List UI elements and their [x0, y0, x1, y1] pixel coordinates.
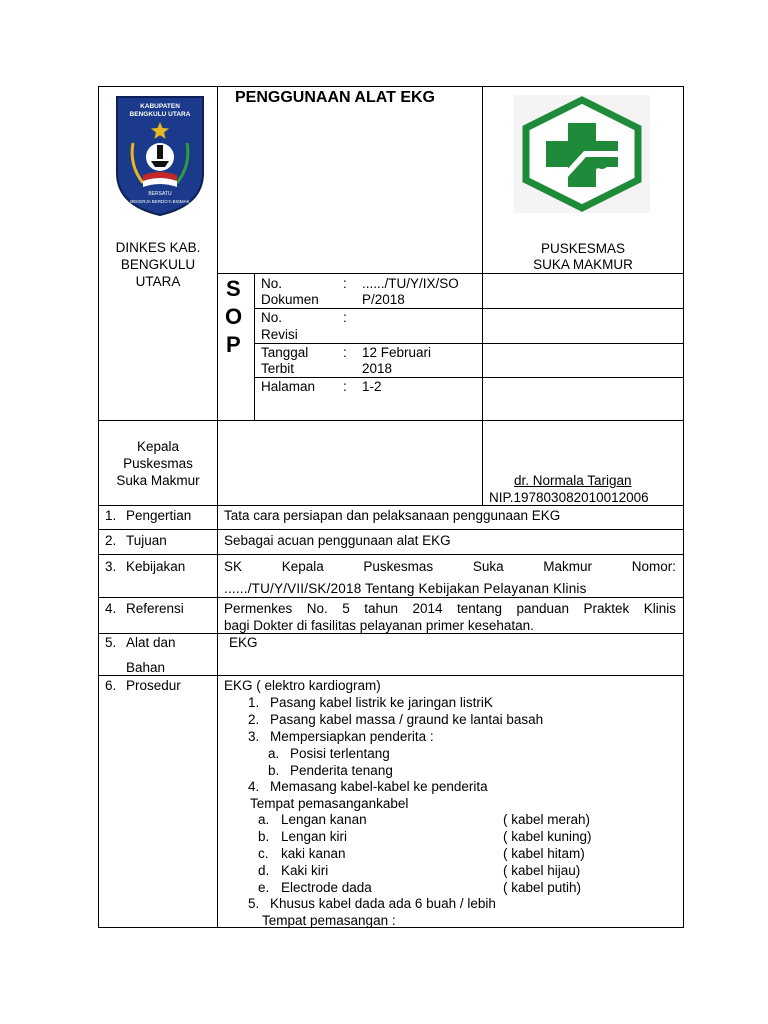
section-number: 4.	[105, 601, 117, 616]
section-label: Bahan	[126, 660, 166, 675]
placement-heading: Tempat pemasangankabel	[250, 796, 409, 811]
section-label: Prosedur	[126, 678, 181, 693]
step-number: 3.	[248, 729, 260, 744]
signatory-nip: NIP.197803082010012006	[489, 490, 649, 505]
step-number: 4.	[248, 779, 260, 794]
svg-text:BENGKULU UTARA: BENGKULU UTARA	[129, 111, 191, 118]
section-content: Permenkes No. 5 tahun 2014 tentang panduan Praktek Klinis	[224, 601, 676, 616]
placement-site: Lengan kiri	[281, 829, 348, 844]
section-label: Pengertian	[126, 508, 192, 523]
procedure-intro: EKG ( elektro kardiogram)	[224, 678, 381, 693]
field-label: Dokumen	[261, 292, 319, 307]
left-org-line: BENGKULU	[120, 257, 196, 272]
sop-letter: S	[226, 276, 241, 301]
placement-cable: ( kabel hijau)	[503, 863, 581, 878]
approval-role-line: Suka Makmur	[116, 473, 200, 488]
placement-letter: e.	[258, 880, 270, 895]
svg-text:BEKERJA BERDO'A BISMAK: BEKERJA BERDO'A BISMAK	[130, 199, 190, 204]
field-separator: :	[343, 345, 347, 360]
placement-cable: ( kabel merah)	[503, 812, 591, 827]
field-value: P/2018	[362, 292, 405, 307]
section-label: Referensi	[126, 601, 184, 616]
placement-letter: d.	[258, 863, 270, 878]
substep-text: Posisi terlentang	[290, 746, 390, 761]
placement-cable: ( kabel putih)	[503, 880, 582, 895]
bengkulu-utara-logo	[113, 95, 207, 217]
field-separator: :	[343, 379, 347, 394]
left-org-line: DINKES KAB.	[115, 240, 201, 255]
placement-site: Kaki kiri	[281, 863, 329, 878]
section-content: SK Kepala Puskesmas Suka Makmur Nomor:	[224, 559, 676, 574]
placement-letter: a.	[258, 812, 270, 827]
section-number: 2.	[105, 533, 117, 548]
field-separator: :	[343, 276, 347, 291]
section-content: ....../TU/Y/VII/SK/2018 Tentang Kebijakan Pelayanan Klinis	[224, 581, 587, 596]
signatory-name: dr. Normala Tarigan	[514, 473, 632, 488]
document-title: PENGGUNAAN ALAT EKG	[235, 89, 435, 106]
placement-letter: b.	[258, 829, 270, 844]
left-org-line: UTARA	[135, 274, 181, 289]
field-label: Terbit	[261, 361, 295, 376]
field-value: 12 Februari	[362, 345, 432, 360]
field-value: 1-2	[362, 379, 382, 394]
step-text: Mempersiapkan penderita :	[270, 729, 434, 744]
svg-text:BERSATU: BERSATU	[148, 191, 172, 197]
section-label: Tujuan	[126, 533, 167, 548]
field-label: Halaman	[261, 379, 316, 394]
right-org-line: PUSKESMAS	[540, 241, 626, 256]
approval-role-line: Kepala	[136, 439, 180, 454]
section-content: Tata cara persiapan dan pelaksanaan penggunaan EKG	[224, 508, 561, 523]
substep-text: Penderita tenang	[290, 763, 393, 778]
step-number: 5.	[248, 896, 260, 911]
field-label: Tanggal	[261, 345, 309, 360]
placement-cable: ( kabel hitam)	[503, 846, 585, 861]
field-label: Revisi	[261, 327, 298, 342]
step-text: Pasang kabel listrik ke jaringan listriK	[270, 695, 493, 710]
step-text: Memasang kabel-kabel ke penderita	[270, 779, 488, 794]
placement-letter: c.	[258, 846, 269, 861]
section-label: Kebijakan	[126, 559, 186, 574]
field-label: No.	[261, 276, 283, 291]
step-number: 1.	[248, 695, 260, 710]
sop-letter: O	[225, 304, 243, 329]
step-number: 2.	[248, 712, 260, 727]
placement-subheading: Tempat pemasangan :	[262, 913, 396, 928]
section-label: Alat dan	[126, 635, 176, 650]
section-content: EKG	[229, 635, 258, 650]
approval-role-line: Puskesmas	[123, 456, 193, 471]
section-content: bagi Dokter di fasilitas pelayanan primer kesehatan.	[224, 618, 534, 633]
placement-site: kaki kanan	[281, 846, 346, 861]
section-number: 1.	[105, 508, 117, 523]
field-value: ....../TU/Y/IX/SO	[362, 276, 459, 291]
right-org-line: SUKA MAKMUR	[533, 257, 633, 272]
section-number: 6.	[105, 678, 117, 693]
placement-cable: ( kabel kuning)	[503, 829, 592, 844]
field-separator: :	[343, 310, 347, 325]
step-text: Khusus kabel dada ada 6 buah / lebih	[270, 896, 496, 911]
field-value: 2018	[362, 361, 393, 376]
section-number: 3.	[105, 559, 117, 574]
section-number: 5.	[105, 635, 117, 650]
substep-letter: b.	[268, 763, 280, 778]
svg-text:KABUPATEN: KABUPATEN	[140, 103, 180, 110]
placement-site: Lengan kanan	[281, 812, 367, 827]
field-label: No.	[261, 310, 283, 325]
puskesmas-logo	[514, 95, 650, 213]
section-content: Sebagai acuan penggunaan alat EKG	[224, 533, 451, 548]
sop-letter: P	[226, 332, 241, 357]
substep-letter: a.	[268, 746, 280, 761]
placement-site: Electrode dada	[281, 880, 372, 895]
step-text: Pasang kabel massa / graund ke lantai basah	[270, 712, 544, 727]
